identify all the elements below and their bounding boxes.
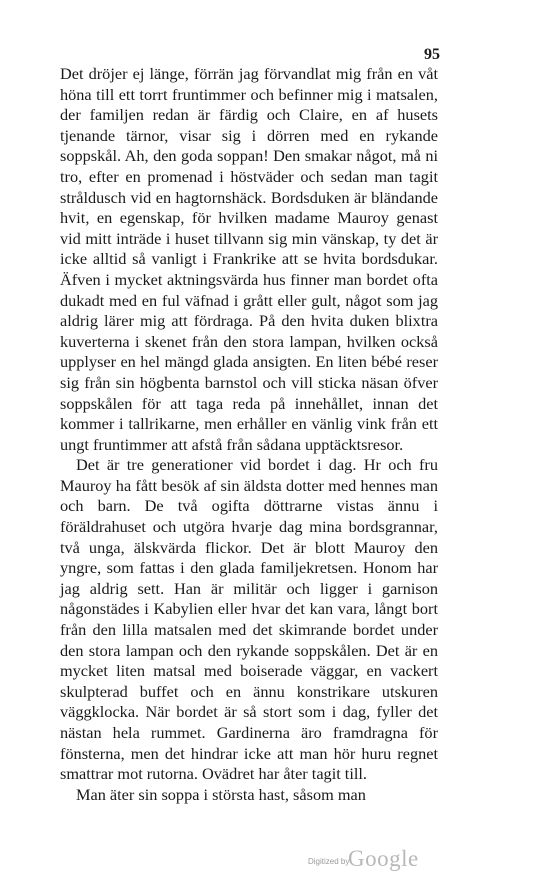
google-logo: Google	[348, 846, 419, 871]
page-number: 95	[424, 46, 440, 63]
body-text	[60, 64, 438, 805]
digitized-by-label: Digitized by	[308, 857, 350, 866]
paragraph-3: Man äter sin soppa i största hast, såsom man	[76, 784, 366, 804]
paragraph-1: Det dröjer ej länge, förrän jag förvandlat mig från en våt höna till ett torrt fruntimmer och befinner mig i matsalen, der familjen redan är färdig och Claire, en af husets tjenande tärnor, visar sig i dörren med en rykande soppskål. Ah, den goda soppan! Den smakar något, må ni tro, efter en promenad i höstväder och sedan man tagit stråldusch vid en hagtornshäck. Bordsduken är bländande hvit, en egenskap, för hvilken madame Mauroy genast vid mitt inträde i huset tillvann sig min vänskap, ty det är icke alltid så vanligt i Frankrike att se hvita bordsdukar. Äfven i mycket aktningsvärda hus finner man bordet ofta dukadt med en ful väfnad i grått eller gult, något som jag aldrig lärer mig att fördraga. På den hvita duken blixtra kuverterna i skenet från den stora lampan, hvilken också upplyser en hel mängd glada ansigten. En liten bébé reser sig från sin högbenta barnstol och vill sticka näsan öfver soppskålen för att taga reda på innehållet, innan det kommer i tallrikarne, men erhåller en vänlig vink från ett ungt fruntimmer att afstå från sådana upptäcktsresor.	[60, 64, 438, 454]
paragraph-2: Det är tre generationer vid bordet i dag. Hr och fru Mauroy ha fått besök af sin äldsta dotter med hennes man och barn. De två ogifta döttrarne vistas ännu i föräldrahuset och utgöra hvarje dag mina bordsgrannar, två unga, älskvärda flickor. Det är blott Mauroy den yngre, som fattas i den glada familjekretsen. Honom har jag aldrig sett. Han är militär och ligger i garnison någonstädes i Kabylien eller hvar det kan vara, långt bort från den lilla matsalen med det skimrande bordet under den stora lampan och den rykande soppskålen. Det är en mycket liten matsal med boiserade väggar, en vackert skulpterad buffet och en ännu konstrikare utskuren väggklocka. När bordet är så stort som i dag, fyller det nästan hela rummet. Gardinerna äro framdragna för fönsterna, men det hindrar icke att man hör huru regnet smattrar mot rutorna. Ovädret har åter tagit till.	[60, 455, 438, 784]
